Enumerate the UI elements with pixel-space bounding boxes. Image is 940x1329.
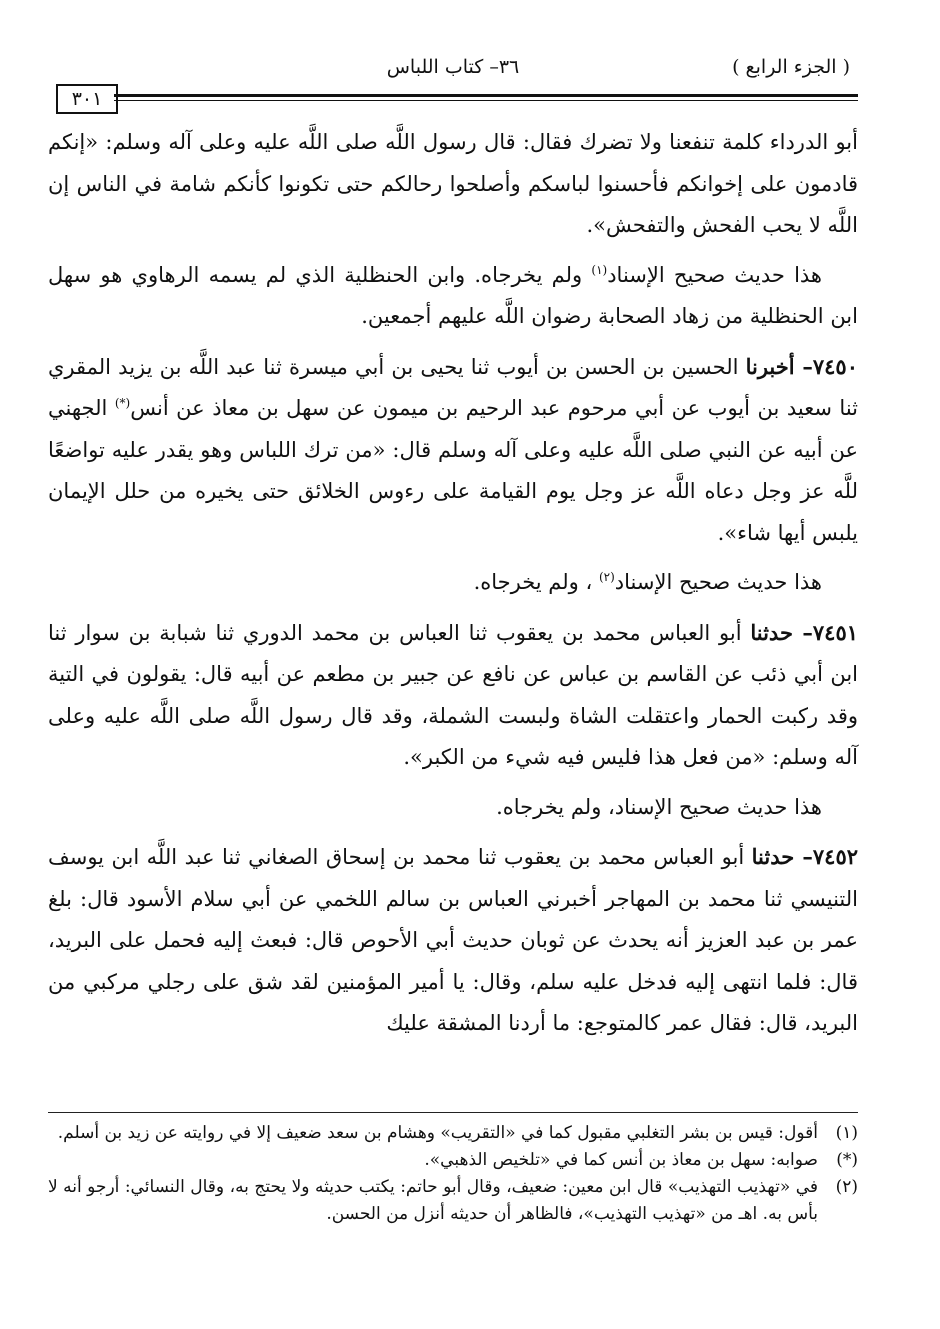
part-label: ( الجزء الرابع ) [732, 56, 850, 78]
footnote-text: أقول: قيس بن بشر التغلبي مقبول كما في «التقريب» وهشام بن سعد ضعيف إلا في روايته عن زيد بن أسلم. [57, 1123, 818, 1143]
footnote-mark: (*) [836, 1150, 858, 1170]
footnote-ref: (*) [114, 396, 131, 410]
hadith-number: ٧٤٥٠– [794, 353, 858, 379]
page [48, 40, 858, 1053]
footnote-ref: (١) [591, 262, 608, 277]
hadith-number: ٧٤٥٢– [794, 844, 859, 869]
footnote [48, 1120, 858, 1147]
footnote-text: في «تهذيب التهذيب» قال ابن معين: ضعيف، وقال أبو حاتم: يكتب حديثه ولا يحتج به، وقال النسائي: أرجو أنه لا بأس به. اهـ من «تهذيب التهذيب»، فالظاهر أن حديثه أنزل من الحسن. [48, 1177, 818, 1224]
footnote-mark: (٢) [835, 1177, 858, 1197]
hadith-7451 [48, 612, 858, 779]
text: هذا حديث صحيح الإسناد [607, 262, 823, 287]
hadith-number: ٧٤٥١– [792, 619, 859, 645]
hadith-7452 [48, 836, 858, 1045]
hadith-7450 [48, 346, 858, 555]
footnote-ref: (٢) [598, 570, 615, 584]
header-rule [114, 94, 858, 97]
text: الجهني عن أبيه عن النبي صلى اللَّه عليه وعلى آله وسلم قال: «من ترك اللباس وهو يقدر عليه تواضعًا للَّه عز وجل دعاه اللَّه عز وجل يوم القيامة على رءوس الخلائق حتى يخيره من حلل الإيمان يلبس أيها شاء». [48, 396, 858, 545]
paragraph [48, 255, 858, 338]
paragraph: هذا حديث صحيح الإسناد، ولم يخرجاه. [496, 794, 822, 819]
hadith-keyword: حدثنا [750, 619, 793, 645]
header-rule-thin [114, 100, 858, 101]
footnote-text: صوابه: سهل بن معاذ بن أنس كما في «تلخيص الذهبي». [424, 1150, 818, 1170]
footnote-mark: (١) [835, 1123, 858, 1143]
page-number: ٣٠١ [56, 84, 118, 114]
footnote [48, 1174, 858, 1228]
paragraph: أبو الدرداء كلمة تنفعنا ولا تضرك فقال: قال رسول اللَّه صلى اللَّه عليه وعلى آله وسلم: «إنكم قادمون على إخوانكم فأحسنوا لباسكم وأصلحوا رحالكم حتى تكونوا كأنكم شامة في الناس إن اللَّه لا يحب الفحش والتفحش». [48, 130, 858, 237]
hadith-keyword: حدثنا [751, 844, 795, 869]
chapter-title: ٣٦– كتاب اللباس [386, 56, 520, 78]
footnotes [48, 1120, 858, 1228]
text: ، ولم يخرجاه. [473, 570, 593, 594]
text: الحسين بن الحسن بن أيوب ثنا يحيى بن أبي ميسرة ثنا عبد اللَّه بن يزيد المقري ثنا سعيد بن أيوب عن أبي مرحوم عبد الرحيم بن ميمون عن سهل بن معاذ عن أنس [48, 354, 859, 420]
hadith-keyword: أخبرنا [745, 353, 795, 379]
text: أبو العباس محمد بن يعقوب ثنا محمد بن إسحاق الصغاني ثنا عبد اللَّه ابن يوسف التنيسي ثنا محمد بن المهاجر أخبرني العباس بن سالم اللخمي عن أبي سلام الأسود قال: بلغ عمر بن عبد العزيز أنه يحدث عن ثوبان حديث أبي الأحوص قال: فبعث إليه فحمل على البريد، قال: فلما انتهى إليه فدخل عليه سلم، وقال: يا أمير المؤمنين لقد شق على رجلي مركبي من البريد، قال: فقال عمر كالمتوجع: ما أردنا المشقة عليك [48, 845, 858, 1035]
text: أبو العباس محمد بن يعقوب ثنا العباس بن محمد الدوري ثنا شبابة بن سوار ثنا ابن أبي ذئب عن القاسم بن عباس عن نافع عن جبير بن مطعم عن أبيه قال: يقولون في التية وقد ركبت الحمار واعتقلت الشاة ولبست الشملة، وقد قال رسول اللَّه صلى اللَّه عليه وعلى آله وسلم: «من فعل هذا فليس فيه شيء من الكبر». [48, 620, 858, 769]
main-text [48, 122, 858, 1045]
footnote-separator [48, 1112, 858, 1113]
footnote [48, 1147, 858, 1174]
text: هذا حديث صحيح الإسناد [614, 570, 822, 594]
page-header [48, 40, 858, 110]
paragraph [48, 562, 858, 604]
text: ولم يخرجاه. وابن الحنظلية الذي لم يسمه الرهاوي هو سهل ابن الحنظلية من زهاد الصحابة رضوان اللَّه عليهم أجمعين. [48, 262, 858, 328]
